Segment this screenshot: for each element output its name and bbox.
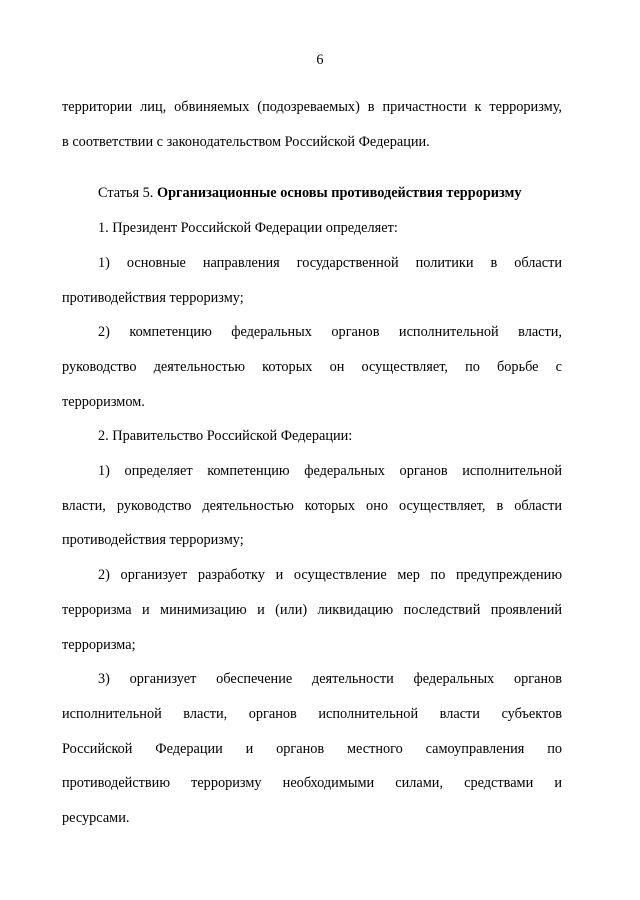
text-line: 3) организует обеспечение деятельности федеральных органов (98, 671, 562, 688)
text-line: руководство деятельностью которых он осуществляет, по борьбе с (62, 358, 562, 375)
text-line: противодействия терроризму; (62, 532, 244, 549)
text-line: 1. Президент Российской Федерации определяет: (98, 220, 398, 237)
text-line: 1) основные направления государственной политики в области (98, 254, 562, 271)
text-line: Российской Федерации и органов местного самоуправления по (62, 740, 562, 757)
page-number: 6 (316, 52, 324, 68)
text-line: 2) организует разработку и осуществление мер по предупреждению (98, 567, 562, 584)
text-line: терроризма; (62, 636, 136, 653)
text-line: 2) компетенцию федеральных органов исполнительной власти, (98, 324, 562, 341)
text-line: терроризмом. (62, 393, 145, 410)
document-body (62, 90, 562, 836)
text-line: противодействия терроризму; (62, 289, 244, 306)
text-line: территории лиц, обвиняемых (подозреваемых) в причастности к терроризму, (62, 99, 562, 115)
text-line: власти, руководство деятельностью которых оно осуществляет, в области (62, 497, 562, 514)
text-line: ресурсами. (62, 810, 130, 827)
article-prefix: Статья 5. (98, 185, 157, 202)
text-line: 1) определяет компетенцию федеральных органов исполнительной (98, 463, 562, 480)
text-line: противодействию терроризму необходимыми силами, средствами и (62, 775, 562, 792)
article-heading (62, 176, 562, 211)
text-line: 2. Правительство Российской Федерации: (98, 428, 353, 445)
text-line: терроризма и минимизацию и (или) ликвидацию последствий проявлений (62, 601, 562, 618)
text-line: в соответствии с законодательством Российской Федерации. (62, 133, 430, 150)
text-line: исполнительной власти, органов исполнительной власти субъектов (62, 705, 562, 722)
article-title: Организационные основы противодействия терроризму (156, 185, 522, 202)
